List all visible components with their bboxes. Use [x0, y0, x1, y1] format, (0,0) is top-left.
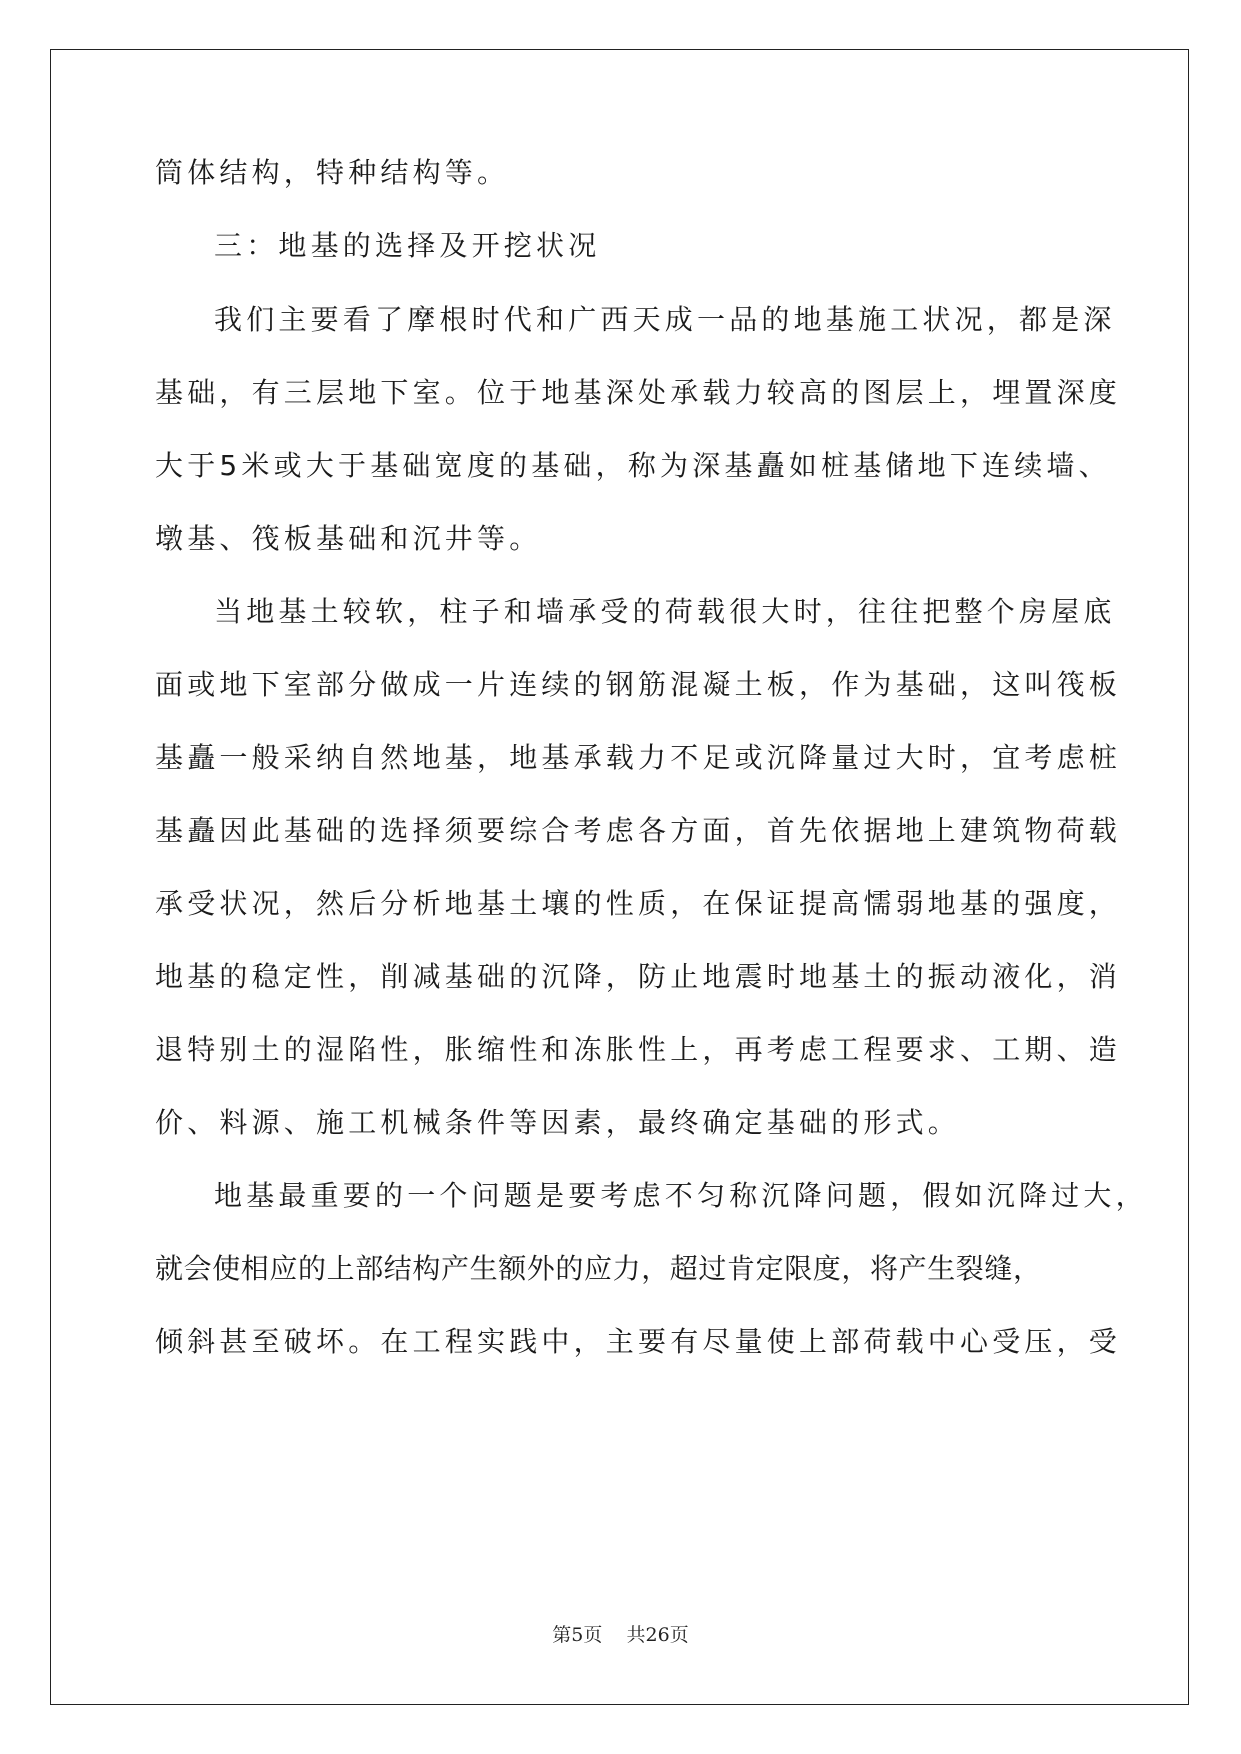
text-line: 基矗因此基础的选择须要综合考虑各方面，首先依据地上建筑物荷载 [155, 814, 1122, 847]
text-line: 地基最重要的一个问题是要考虑不匀称沉降问题，假如沉降过大， [214, 1179, 1148, 1212]
text-line: 筒体结构，特种结构等。 [155, 156, 510, 189]
text-line: 我们主要看了摩根时代和广西天成一品的地基施工状况，都是深 [214, 303, 1116, 336]
text-line: 基矗一般采纳自然地基，地基承载力不足或沉降量过大时，宜考虑桩 [155, 741, 1122, 774]
text-line: 地基的稳定性，削减基础的沉降，防止地震时地基土的振动液化，消 [155, 960, 1122, 993]
page-footer [0, 1620, 1241, 1647]
page-number: 第5页 [552, 1624, 603, 1646]
text-line: 基础，有三层地下室。位于地基深处承载力较高的图层上，埋置深度 [155, 376, 1122, 409]
text-line: 退特别土的湿陷性，胀缩性和冻胀性上，再考虑工程要求、工期、造 [155, 1033, 1122, 1066]
document-page [50, 49, 1189, 1705]
text-line: 面或地下室部分做成一片连续的钢筋混凝土板，作为基础，这叫筏板 [155, 668, 1122, 701]
page-total: 共26页 [626, 1624, 689, 1646]
text-line: 墩基、筏板基础和沉井等。 [155, 522, 542, 555]
text-line: 承受状况，然后分析地基土壤的性质，在保证提高懦弱地基的强度， [155, 887, 1122, 920]
section-heading: 三：地基的选择及开挖状况 [214, 229, 601, 262]
text-line: 倾斜甚至破坏。在工程实践中，主要有尽量使上部荷载中心受压，受 [155, 1325, 1122, 1358]
text-line: 当地基土较软，柱子和墙承受的荷载很大时，往往把整个房屋底 [214, 595, 1116, 628]
text-line: 就会使相应的上部结构产生额外的应力，超过肯定限度，将产生裂缝， [155, 1252, 1042, 1285]
text-line: 价、料源、施工机械条件等因素，最终确定基础的形式。 [155, 1106, 961, 1139]
text-line: 大于5米或大于基础宽度的基础，称为深基矗如桩基储地下连续墙、 [155, 449, 1111, 482]
